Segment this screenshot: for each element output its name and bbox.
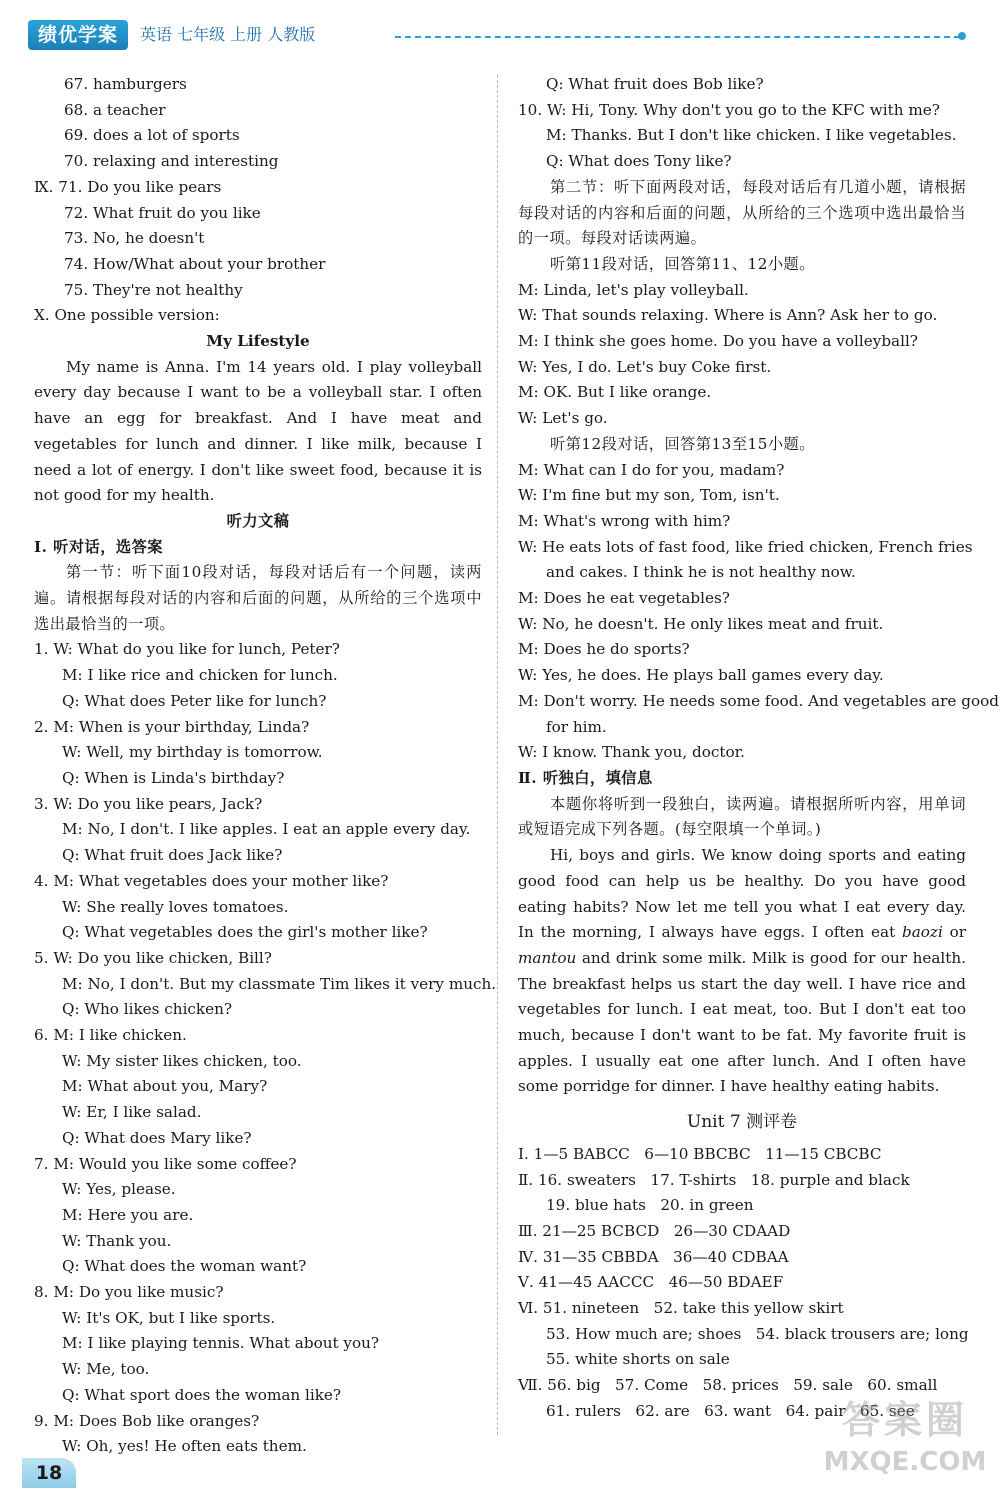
dialogue-line: W: Yes, please. (62, 1180, 176, 1199)
dialogue-line: M: What's wrong with him? (518, 511, 731, 530)
monologue-italic-word: baozi (902, 923, 943, 942)
section-heading: Ⅱ. 听独白，填信息 (518, 768, 653, 787)
dialogue-line: Q: What vegetables does the girl's mother like? (62, 923, 428, 942)
dialogue-line: W: Yes, I do. Let's buy Coke first. (518, 357, 772, 376)
dialogue-line: 7. M: Would you like some coffee? (34, 1154, 297, 1173)
conversation-heading: 听第12段对话，回答第13至15小题。 (550, 434, 815, 453)
answer-key-line: 61. rulers 62. are 63. want 64. pair 65. see (546, 1401, 915, 1420)
answer-line: 75. They're not healthy (64, 280, 243, 299)
dialogue-line: W: That sounds relaxing. Where is Ann? Ask her to go. (518, 306, 938, 325)
dialogue-line: M: No, I don't. I like apples. I eat an apple every day. (62, 820, 471, 839)
brand-logo: 绩优学案 (28, 20, 128, 50)
section-instructions: 第一节：听下面10段对话，每段对话后有一个问题，读两遍。请根据每段对话的内容和后面的问题，从所给的三个选项中选出最恰当的一项。 (34, 563, 482, 633)
essay-paragraph: My name is Anna. I'm 14 years old. I play volleyball every day because I want to be a volleyball star. I often have an egg for breakfast. And I have meat and vegetables for lunch and dinner. I like milk, because I need a lot of energy. I don't like sweet food, because it is not good for my health. (34, 357, 482, 505)
dialogue-line: M: No, I don't. But my classmate Tim likes it very much. (62, 974, 497, 993)
answer-line: 73. No, he doesn't (64, 229, 205, 248)
answer-line: 69. does a lot of sports (64, 126, 240, 145)
section-heading: Ⅰ. 听对话，选答案 (34, 537, 163, 556)
dialogue-line: Q: What fruit does Bob like? (546, 75, 764, 93)
watermark-text: 答案圈 (841, 1398, 968, 1442)
answer-line: 70. relaxing and interesting (64, 152, 279, 171)
dialogue-line: 6. M: I like chicken. (34, 1026, 187, 1045)
monologue-text: and drink some milk. Milk is good for our health. The breakfast helps us start the day well. I have rice and vegetables for lunch. I eat meat, too. But I don't eat too much, because I don't want to be fat. My favorite fruit is apples. I usually eat one after lunch. And I often have some porridge for dinner. I have healthy eating habits. (518, 948, 966, 1096)
dialogue-line: 1. W: What do you like for lunch, Peter? (34, 640, 340, 659)
dialogue-line: W: Me, too. (62, 1360, 150, 1379)
dialogue-line: W: Er, I like salad. (62, 1103, 202, 1122)
dialogue-line: M: What can I do for you, madam? (518, 460, 785, 479)
watermark-logo (820, 1395, 990, 1490)
monologue-text: Hi, boys and girls. We know doing sports and eating good food can help us be healthy. Do you have good eating habits? Now let me tell you what I eat every day. In the morning, I always have eggs. I often eat (518, 846, 966, 942)
section-x-label: Ⅹ. One possible version: (34, 306, 220, 325)
dialogue-line: M: Linda, let's play volleyball. (518, 280, 749, 299)
dialogue-line: W: Let's go. (518, 409, 608, 428)
dialogue-line: 3. W: Do you like pears, Jack? (34, 794, 263, 813)
answer-line: Ⅸ. 71. Do you like pears (34, 177, 222, 196)
page-number: 18 (22, 1458, 76, 1488)
answer-key-line: Ⅳ. 31—35 CBBDA 36—40 CDBAA (518, 1247, 789, 1266)
answer-key-line: Ⅶ. 56. big 57. Come 58. prices 59. sale 60. small (518, 1376, 938, 1395)
dialogue-line: M: Does he do sports? (518, 640, 690, 659)
script-title: 听力文稿 (226, 511, 290, 530)
answer-key-line: Ⅵ. 51. nineteen 52. take this yellow skirt (518, 1299, 844, 1318)
dialogue-line: W: No, he doesn't. He only likes meat and fruit. (518, 614, 884, 633)
right-column (518, 72, 999, 1425)
dialogue-line: M: What about you, Mary? (62, 1077, 268, 1096)
column-divider (497, 75, 498, 1435)
answer-line: 74. How/What about your brother (64, 254, 326, 273)
dialogue-line: W: I know. Thank you, doctor. (518, 743, 746, 762)
conversation-heading: 听第11段对话，回答第11、12小题。 (550, 254, 815, 273)
left-column (34, 72, 497, 1460)
dialogue-line: W: She really loves tomatoes. (62, 897, 289, 916)
answer-line: 67. hamburgers (64, 75, 187, 93)
dialogue-line: W: I'm fine but my son, Tom, isn't. (518, 486, 780, 505)
dialogue-line: Q: What sport does the woman like? (62, 1385, 342, 1404)
dialogue-line: M: Does he eat vegetables? (518, 589, 730, 608)
dialogue-line: Q: When is Linda's birthday? (62, 768, 285, 787)
dialogue-line: M: Don't worry. He needs some food. And vegetables are good (518, 691, 999, 710)
dialogue-line: W: Thank you. (62, 1231, 172, 1250)
dialogue-line: M: Thanks. But I don't like chicken. I like vegetables. (546, 126, 957, 145)
dialogue-line: Q: What does Mary like? (62, 1128, 252, 1147)
dialogue-line: for him. (546, 717, 607, 736)
monologue-text: or (942, 923, 966, 942)
watermark-url: MXQE.COM (823, 1447, 987, 1477)
answer-line: 68. a teacher (64, 100, 166, 119)
dialogue-line: 10. W: Hi, Tony. Why don't you go to the KFC with me? (518, 100, 940, 119)
dialogue-line: M: OK. But I like orange. (518, 383, 712, 402)
dialogue-line: W: My sister likes chicken, too. (62, 1051, 302, 1070)
dialogue-line: W: Oh, yes! He often eats them. (62, 1437, 307, 1456)
dialogue-line: 8. M: Do you like music? (34, 1283, 224, 1302)
page-header (0, 14, 1000, 54)
dialogue-line: 5. W: Do you like chicken, Bill? (34, 948, 272, 967)
dialogue-line: M: I like playing tennis. What about you? (62, 1334, 380, 1353)
answer-line: 72. What fruit do you like (64, 203, 261, 222)
book-subtitle: 英语 七年级 上册 人教版 (140, 25, 316, 44)
dialogue-line: M: I think she goes home. Do you have a volleyball? (518, 332, 918, 351)
answer-key-line: Ⅰ. 1—5 BABCC 6—10 BBCBC 11—15 CBCBC (518, 1144, 882, 1163)
dialogue-line: W: Well, my birthday is tomorrow. (62, 743, 323, 762)
dialogue-line: Q: Who likes chicken? (62, 1000, 233, 1019)
dialogue-line: W: He eats lots of fast food, like fried chicken, French fries (518, 537, 973, 556)
dialogue-line: W: It's OK, but I like sports. (62, 1308, 276, 1327)
dialogue-line: Q: What does the woman want? (62, 1257, 307, 1276)
dialogue-line: Q: What fruit does Jack like? (62, 846, 283, 865)
answer-key-line: 53. How much are; shoes 54. black trousers are; long (546, 1324, 969, 1343)
dialogue-line: M: Here you are. (62, 1205, 194, 1224)
header-dotted-rule (395, 36, 960, 38)
dialogue-line: and cakes. I think he is not healthy now. (546, 563, 856, 582)
unit-title: Unit 7 测评卷 (686, 1112, 798, 1133)
dialogue-line: 2. M: When is your birthday, Linda? (34, 717, 310, 736)
answer-key-line: 19. blue hats 20. in green (546, 1196, 754, 1215)
section-instructions: 第二节：听下面两段对话，每段对话后有几道小题，请根据每段对话的内容和后面的问题，从所给的三个选项中选出最恰当的一项。每段对话读两遍。 (518, 177, 966, 248)
essay-title: My Lifestyle (206, 332, 310, 351)
dialogue-line: 9. M: Does Bob like oranges? (34, 1411, 260, 1430)
dialogue-line: 4. M: What vegetables does your mother like? (34, 871, 389, 890)
dialogue-line: Q: What does Peter like for lunch? (62, 691, 327, 710)
monologue-italic-word: mantou (518, 948, 577, 967)
dialogue-line: W: Yes, he does. He plays ball games every day. (518, 666, 884, 685)
monologue-paragraph (518, 843, 966, 1100)
dialogue-line: M: I like rice and chicken for lunch. (62, 666, 338, 685)
answer-key-line: 55. white shorts on sale (546, 1350, 730, 1369)
answer-key-line: Ⅲ. 21—25 BCBCD 26—30 CDAAD (518, 1221, 791, 1240)
dialogue-line: Q: What does Tony like? (546, 152, 732, 171)
answer-key-line: Ⅱ. 16. sweaters 17. T-shirts 18. purple and black (518, 1170, 910, 1189)
answer-key-line: Ⅴ. 41—45 AACCC 46—50 BDAEF (518, 1273, 784, 1292)
section-instructions: 本题你将听到一段独白，读两遍。请根据所听内容，用单词或短语完成下列各题。(每空限填一个单词。) (518, 794, 966, 839)
header-rule-end-dot (958, 32, 966, 40)
